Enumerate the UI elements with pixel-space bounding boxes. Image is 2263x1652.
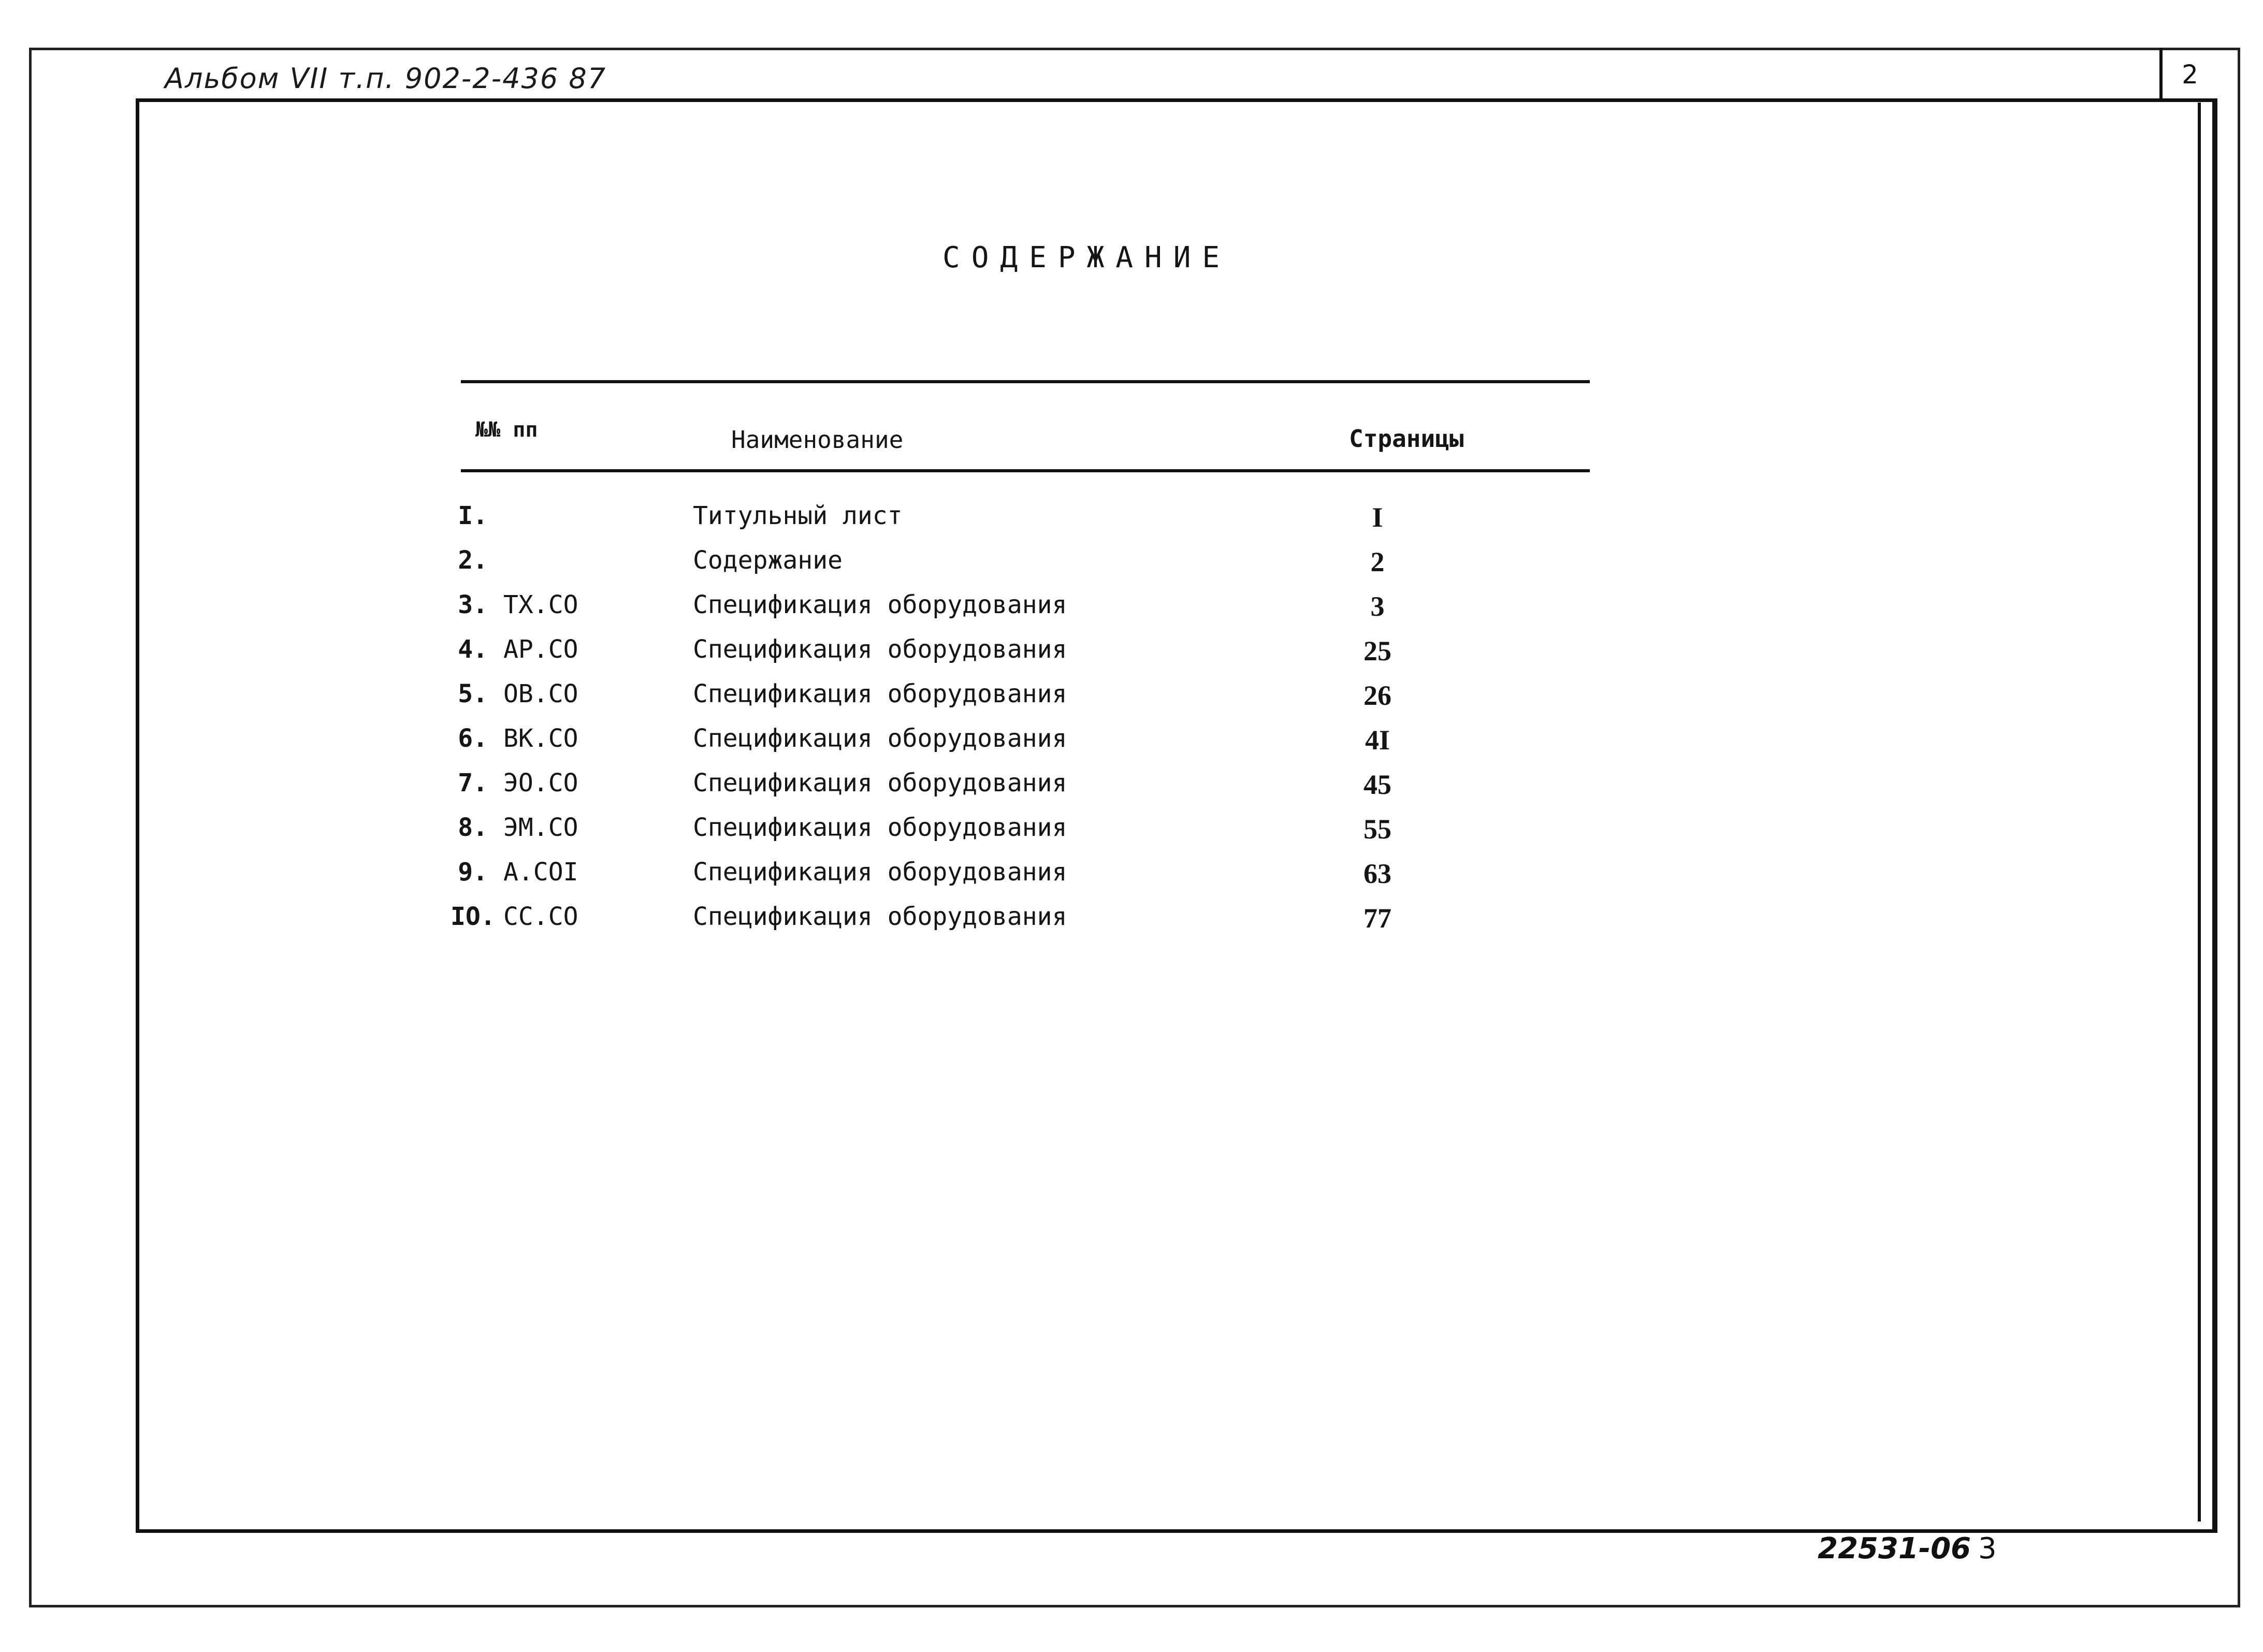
column-header-number: №№ пп xyxy=(475,418,538,442)
row-number: I. xyxy=(458,501,488,530)
row-page: 77 xyxy=(1363,903,1391,934)
row-code: ОВ.СО xyxy=(503,679,578,708)
row-name: Спецификация оборудования xyxy=(693,590,1067,619)
sheet-number: 2 xyxy=(2159,48,2217,102)
row-name: Спецификация оборудования xyxy=(693,858,1067,887)
row-page: 26 xyxy=(1363,680,1391,711)
document-number: 22531-06 xyxy=(1818,1532,1971,1566)
row-page: 55 xyxy=(1363,814,1391,845)
row-code: СС.СО xyxy=(503,902,578,931)
row-name: Титульный лист xyxy=(693,501,903,530)
row-name: Спецификация оборудования xyxy=(693,724,1067,753)
row-name: Спецификация оборудования xyxy=(693,769,1067,798)
row-page: 2 xyxy=(1370,546,1385,577)
row-number: 4. xyxy=(458,635,488,664)
row-code: ЭМ.СО xyxy=(503,813,578,842)
row-number: IO. xyxy=(451,902,496,931)
row-page: 4I xyxy=(1365,724,1390,756)
table-header-rule xyxy=(461,469,1590,472)
row-code: ЭО.СО xyxy=(503,769,578,798)
row-name: Спецификация оборудования xyxy=(693,679,1067,708)
row-number: 8. xyxy=(458,813,488,842)
row-code: ВК.СО xyxy=(503,724,578,753)
row-page: 25 xyxy=(1363,635,1391,666)
row-number: 2. xyxy=(458,546,488,575)
row-page: I xyxy=(1372,502,1383,533)
page-title: СОДЕРЖАНИЕ xyxy=(942,241,1231,274)
row-number: 5. xyxy=(458,679,488,708)
row-name: Спецификация оборудования xyxy=(693,902,1067,931)
row-number: 9. xyxy=(458,858,488,887)
row-name: Спецификация оборудования xyxy=(693,635,1067,664)
row-page: 3 xyxy=(1370,591,1385,622)
document-page-number: 3 xyxy=(1978,1532,1997,1566)
column-header-pages: Страницы xyxy=(1349,425,1464,453)
drawing-frame xyxy=(136,98,2217,1533)
row-code: АР.СО xyxy=(503,635,578,664)
row-name: Спецификация оборудования xyxy=(693,813,1067,842)
row-code: А.СОI xyxy=(503,858,578,887)
row-name: Содержание xyxy=(693,546,843,575)
album-header: Альбом VII т.п. 902-2-436 87 xyxy=(165,62,607,95)
table-top-rule xyxy=(461,380,1590,383)
row-code: ТХ.СО xyxy=(503,590,578,619)
row-number: 6. xyxy=(458,724,488,753)
row-number: 7. xyxy=(458,769,488,798)
row-page: 45 xyxy=(1363,769,1391,800)
row-number: 3. xyxy=(458,590,488,619)
column-header-name: Наименование xyxy=(731,426,904,454)
row-page: 63 xyxy=(1363,858,1391,889)
frame-right-double-line xyxy=(2198,103,2201,1521)
